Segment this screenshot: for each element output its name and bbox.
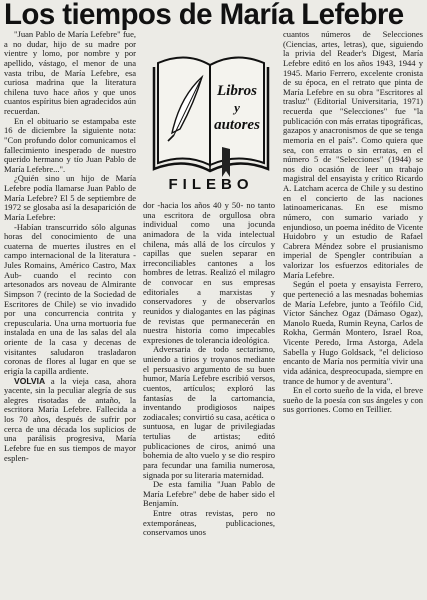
open-book-icon bbox=[150, 37, 272, 193]
logo-line-2: y bbox=[234, 100, 240, 115]
article-column-2 bbox=[143, 201, 275, 538]
paragraph: Adversaria de todo sectarismo, uniendo a tirios y troyanos mediante el persuasivo argumento de su buen humor, María Lefebre escribió versos, cuentos, artículos; exploró las fantasías de la cartomancia, inventando prodigiosos naipes zodiacales; convirtió su casa, acética o suntuosa, en lugar de privilegiadas tertulias de artistas; editó publicaciones de ciros, animó una bohemia de alto vuelo y se dio respiro para fecundar una familia numerosa, signada por su literaria maternidad. bbox=[143, 344, 275, 480]
paragraph: cuantos números de Selecciones (Ciencias, artes, letras), que, siguiendo la privia del Reader's Digest, María Lefebre editó en los años 1943, 1944 y 1945. Mario Ferrero, excelente cronista de su época, en el retrato que pinta de María Lefebre en su obra "Escritores al trasluz" (Editorial Universitaria, 1971) recuerda que "Selecciones" fue "la publicación con más erratas tipográficas, gazapos y anacronismos de que se tenga memoria en el país". Como quiera que sea, con erratas o sin erratas, en el número 5 de "Selecciones" (1944) se nos dio ocasión de leer un trabajo magistral del ensayista y crítico Ricardo A. Latcham acerca de Chile y su destino en el concierto de las naciones latinoamericanas. En ese mismo número, con sumario variado y enjundioso, un poema inédito de Vicente Huidobro y un estudio de Rafael Cabrera Méndez sobre el prusianismo imperial de Spengler contribuían a valorizar los esfuerzos editoriales de María Lefebre. bbox=[283, 29, 423, 280]
article-column-3 bbox=[283, 30, 423, 415]
paragraph: De esta familia "Juan Pablo de María Lefebre" debe de haber sido el Benjamín. bbox=[143, 479, 275, 509]
paragraph: "Juan Pablo de María Lefebre" fue, a no dudar, hijo de su madre por vientre y lomo, por nombre y por apellido, vástago, el menor de una vasta tribu, de María Lefebre, esa curiosa madrina que la literatura chilena tuvo hace años y que unos cuantos espíritus bien agradecidos aún recuerdan. bbox=[4, 29, 136, 116]
logo-line-3: autores bbox=[214, 117, 260, 133]
paragraph: Entre otras revistas, pero no extemporáneas, publicaciones, conservamos unos bbox=[143, 508, 275, 538]
paragraph-text: a la vieja casa, ahora yacente, sin la peculiar alegría de sus alegres risotadas de antaño, la escritora María Lefebre. Fallecida a los 70 años, después de sufrir por cerca de una década los suplicios de una parálisis progresiva, María Lefebre fue en sus tiempos de mayor esplen- bbox=[4, 375, 136, 463]
libros-y-autores-logo bbox=[150, 37, 272, 193]
paragraph: dor -hacia los años 40 y 50- no tanto una escritora de orgullosa obra individual como una jocunda animadora de la vida intelectual chilena, más allá de los círculos y capillas que suelen separar en irreconciliables cantones a los hombres de letras. Realizó el milagro de convocar en sus empresas editoriales a marxistas y conservadores y de observarlos reunidos y dialogantes en las páginas de revistas que permanecerán en nuestra historia como impecables expresiones de tolerancia ideológica. bbox=[143, 200, 275, 345]
paragraph: En el corto sueño de la vida, el breve sueño de la poesía con sus ángeles y con sus gorriones. Como en Teillier. bbox=[283, 385, 423, 415]
article-column-1 bbox=[4, 30, 136, 463]
paragraph bbox=[4, 377, 136, 464]
lead-word: VOLVIA bbox=[14, 375, 46, 386]
logo-line-1: Libros bbox=[216, 83, 258, 99]
article-title: Los tiempos de María Lefebre bbox=[4, 0, 404, 31]
paragraph: En el obituario se estampaba este 16 de diciembre la siguiente nota: "Con profundo dolor comunicamos el fallecimiento inesperado de nuestro querido hermano y tío Juan Pablo de María Lefebre...". bbox=[4, 115, 136, 174]
paragraph: -Habían transcurrido sólo algunas horas del conocimiento de una cuaterna de muertes ilustres en el campo internacional de la literatura -Jules Romains, Américo Castro, Max Aub- cuando el recinto con artesonados ars noveau de Almirante Simpson 7 (recinto de la Sociedad de Escritores de Chile) se vio invadido por una concurrencia contrita y crepuscularia. Una urna mortuoria fue instalada en una de las salas del ala oriente de la casa y decenas de visitantes saludaron trasladaron coronas de flores al lugar en que se erigía la capilla ardiente. bbox=[4, 221, 136, 376]
logo-brand: FILEBO bbox=[168, 176, 254, 193]
paragraph: ¿Quién sino un hijo de María Lefebre podía llamarse Juan Pablo de María Lefebre? El 5 de septiembre de 1972 se glosaba así la desaparición de María Lefebre: bbox=[4, 173, 136, 222]
paragraph: Según el poeta y ensayista Ferrero, que perteneció a las mesnadas bohemias de María Lefebre, junto a Teófilo Cid, Víctor Sánchez Ogaz (Dámaso Ogaz), Manolo Rueda, Rumin Reyna, Carlos de Rokha, Germán Montero, Israel Roa, Vicente Peredo, Irma Astorga, Adela Sabella y Hugo Goldsack, "el delicioso encanto de María nos permitía vivir una vida adánica, despreocupada, siempre en trance de humor y de aventura". bbox=[283, 279, 423, 386]
